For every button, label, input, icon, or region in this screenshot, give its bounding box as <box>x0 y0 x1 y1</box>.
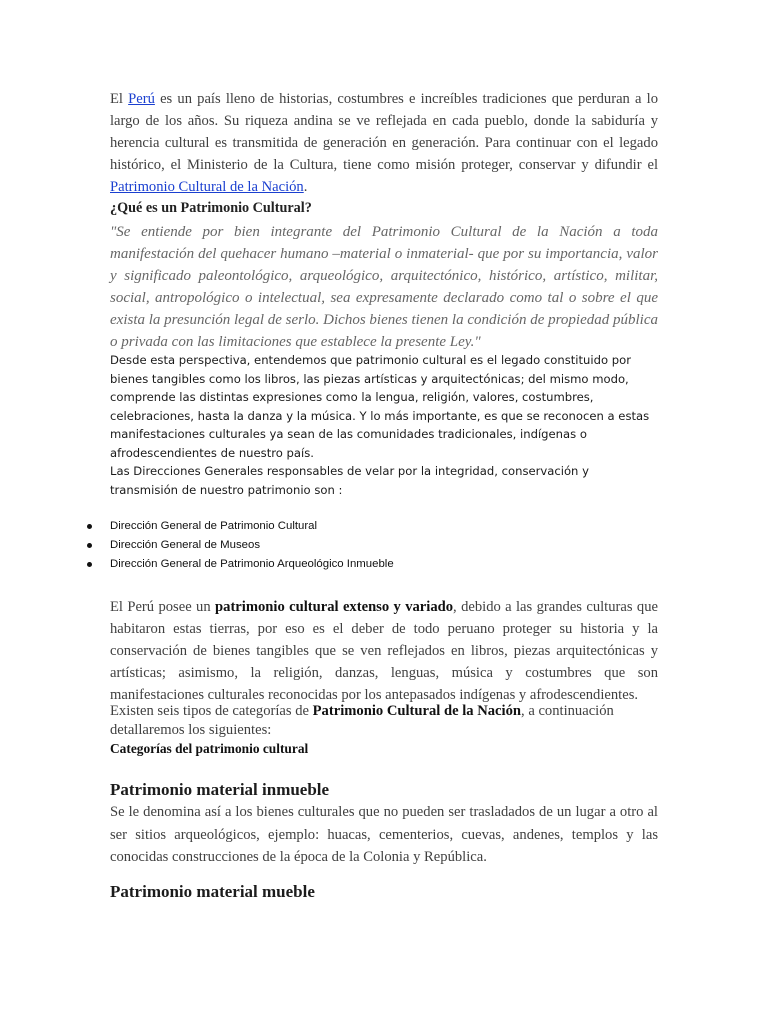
intro-text-3: . <box>303 179 308 195</box>
list-item <box>84 536 394 555</box>
categories-intro-paragraph <box>110 702 658 740</box>
directions-intro: Las Direcciones Generales responsables de velar por la integridad, conservación y transmisión de nuestro patrimonio son : <box>110 464 589 497</box>
section-heading-inmueble: Patrimonio material inmueble <box>110 780 330 799</box>
link-peru[interactable]: Perú <box>128 91 155 107</box>
link-patrimonio-cultural[interactable]: Patrimonio Cultural de la Nación <box>110 179 304 195</box>
direction-label: Dirección General de Patrimonio Cultural <box>110 520 318 532</box>
heritage-paragraph <box>110 596 658 706</box>
para3-bold: Patrimonio Cultural de la Nación <box>312 703 522 719</box>
directions-list <box>84 517 394 574</box>
para2-text-1: El Perú posee un <box>110 599 216 615</box>
section-text-inmueble: Se le denomina así a los bienes culturales que no pueden ser trasladados de un lugar a otro al ser sitios arqueológicos, ejemplo: huacas, cementerios, cuevas, andenes, templos y las conocidas construcciones de la época de la Colonia y República. <box>110 804 658 865</box>
intro-text-2: es un país lleno de historias, costumbres e increíbles tradiciones que perduran a lo largo de los años. Su riqueza andina se ve reflejada en cada pueblo, donde la sabiduría y herencia cultural es transmitida de generación en generación. Para continuar con el legado histórico, el Ministerio de la Cultura, tiene como misión proteger, conservar y difundir el <box>110 91 658 173</box>
list-item <box>84 517 394 536</box>
bullet-icon <box>87 562 92 567</box>
question-heading: ¿Qué es un Patrimonio Cultural? <box>110 200 312 216</box>
intro-text-1: El <box>110 91 129 107</box>
section-heading-mueble: Patrimonio material mueble <box>110 882 315 901</box>
perspective-paragraph: Desde esta perspectiva, entendemos que patrimonio cultural es el legado constituido por bienes tangibles como los libros, las piezas artísticas y arquitectónicas; del mismo modo, comprende las distintas expresiones como la lengua, religión, valores, costumbres, celebraciones, hasta la danza y la música. Y lo más importante, es que se reconocen a estas manifestaciones culturales ya sean de las comunidades tradicionales, indígenas o afrodescendientes de nuestro país. <box>110 353 650 460</box>
direction-label: Dirección General de Patrimonio Arqueológico Inmueble <box>110 558 394 570</box>
legal-quote: "Se entiende por bien integrante del Patrimonio Cultural de la Nación a toda manifestación del quehacer humano –material o inmaterial- que por su importancia, valor y significado paleontológico, arqueológico, arquitectónico, histórico, artístico, militar, social, antropológico o intelectual, sea expresamente declarado como tal o sobre el que exista la presunción legal de serlo. Dichos bienes tienen la condición de propiedad pública o privada con las limitaciones que establece la presente Ley." <box>110 224 658 350</box>
intro-paragraph <box>110 88 658 198</box>
bullet-icon <box>87 543 92 548</box>
bullet-icon <box>87 524 92 529</box>
para3-text-1: Existen seis tipos de categorías de <box>110 703 313 719</box>
list-item <box>84 555 394 574</box>
para3-text-2: , a continuación detallaremos los siguientes: <box>110 703 614 738</box>
direction-label: Dirección General de Museos <box>110 539 261 551</box>
para2-bold: patrimonio cultural extenso y variado <box>215 599 454 615</box>
categories-heading: Categorías del patrimonio cultural <box>110 741 309 756</box>
para2-text-2: , debido a las grandes culturas que habitaron estas tierras, por eso es el deber de todo peruano proteger su historia y la conservación de bienes tangibles que se ven reflejados en libros, piezas arquitectónicas y artísticas; asimismo, la religión, danzas, lenguas, música y costumbres que son manifestaciones culturales reconocidas por los antepasados indígenas y afrodescendientes. <box>110 599 658 703</box>
